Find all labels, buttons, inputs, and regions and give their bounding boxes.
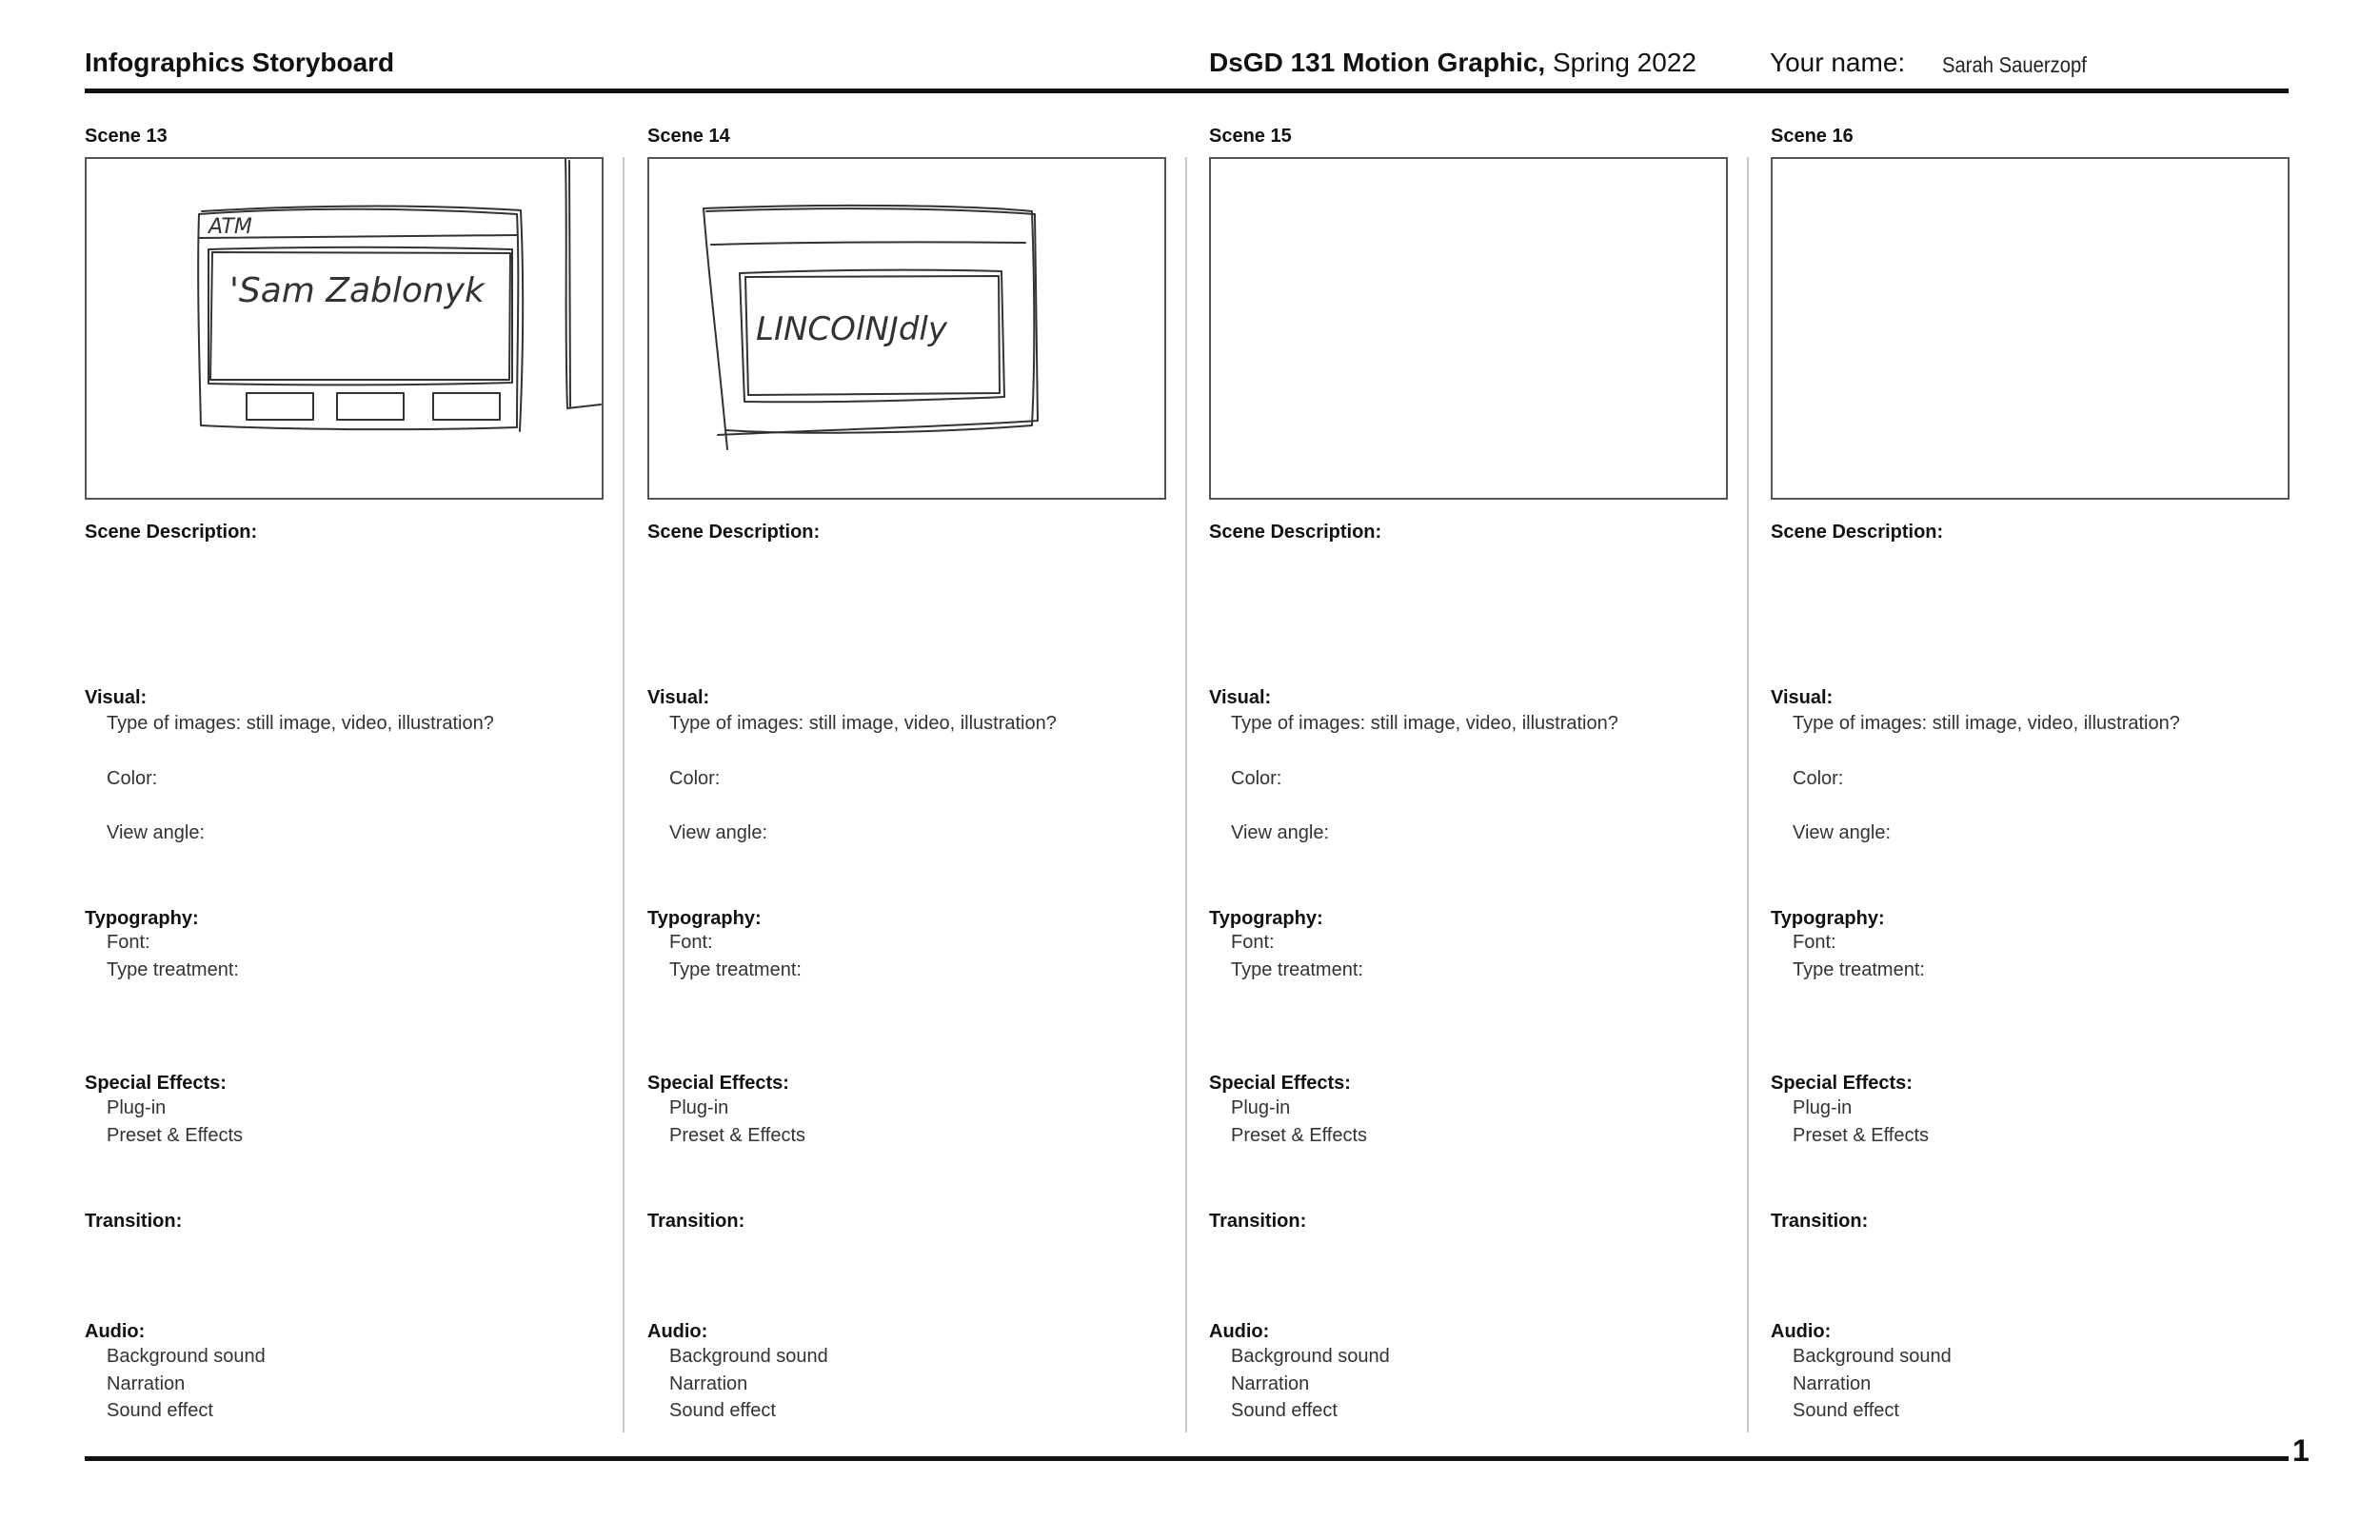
special-effects-label: Special Effects:: [1771, 1073, 1913, 1094]
sketch-screen-text: LINCOlNJdly: [756, 310, 947, 348]
view-angle-item: View angle:: [107, 822, 206, 843]
footer-rule: [85, 1456, 2289, 1461]
type-treatment-item: Type treatment:: [107, 959, 239, 980]
scene-frame: [1771, 157, 2290, 500]
background-sound-item: Background sound: [1793, 1346, 1952, 1367]
background-sound-item: Background sound: [669, 1346, 828, 1367]
scene-description-label: Scene Description:: [1209, 522, 1382, 543]
scene-description-label: Scene Description:: [85, 522, 258, 543]
column-divider: [1185, 157, 1187, 1432]
type-of-images-item: Type of images: still image, video, illustration?: [669, 713, 1057, 734]
header-rule: [85, 89, 2289, 93]
audio-label: Audio:: [647, 1321, 708, 1342]
scene-title: Scene 14: [647, 126, 730, 147]
type-treatment-item: Type treatment:: [1231, 959, 1363, 980]
narration-item: Narration: [669, 1373, 748, 1394]
type-of-images-item: Type of images: still image, video, illustration?: [1231, 713, 1618, 734]
scene-frame: [647, 157, 1166, 500]
sketch-screen-text: 'Sam Zablonyk: [229, 271, 485, 310]
visual-label: Visual:: [647, 687, 710, 708]
transition-label: Transition:: [647, 1211, 745, 1232]
plugin-item: Plug-in: [1231, 1097, 1291, 1118]
visual-label: Visual:: [85, 687, 148, 708]
type-of-images-item: Type of images: still image, video, illustration?: [1793, 713, 2180, 734]
view-angle-item: View angle:: [669, 822, 768, 843]
color-item: Color:: [107, 768, 158, 789]
background-sound-item: Background sound: [1231, 1346, 1390, 1367]
color-item: Color:: [1231, 768, 1282, 789]
preset-effects-item: Preset & Effects: [1231, 1125, 1368, 1146]
narration-item: Narration: [1231, 1373, 1310, 1394]
special-effects-label: Special Effects:: [85, 1073, 227, 1094]
scene-sketch: [87, 159, 602, 498]
sound-effect-item: Sound effect: [107, 1400, 213, 1421]
typography-label: Typography:: [1209, 908, 1323, 929]
scene-description-label: Scene Description:: [647, 522, 821, 543]
color-item: Color:: [669, 768, 721, 789]
font-item: Font:: [107, 932, 150, 953]
scene-column: [1209, 122, 1728, 1435]
typography-label: Typography:: [85, 908, 199, 929]
typography-label: Typography:: [647, 908, 762, 929]
narration-item: Narration: [1793, 1373, 1872, 1394]
plugin-item: Plug-in: [669, 1097, 729, 1118]
scene-description-label: Scene Description:: [1771, 522, 1944, 543]
scene-column: [85, 122, 604, 1435]
visual-label: Visual:: [1209, 687, 1272, 708]
view-angle-item: View angle:: [1793, 822, 1892, 843]
scene-title: Scene 15: [1209, 126, 1292, 147]
type-treatment-item: Type treatment:: [1793, 959, 1925, 980]
narration-item: Narration: [107, 1373, 186, 1394]
special-effects-label: Special Effects:: [1209, 1073, 1351, 1094]
audio-label: Audio:: [85, 1321, 146, 1342]
font-item: Font:: [669, 932, 713, 953]
scene-frame: [1209, 157, 1728, 500]
special-effects-label: Special Effects:: [647, 1073, 789, 1094]
column-divider: [1747, 157, 1749, 1432]
sketch-corner-text: ATM: [208, 215, 252, 239]
scene-title: Scene 16: [1771, 126, 1854, 147]
storyboard-title: Infographics Storyboard: [85, 48, 395, 77]
view-angle-item: View angle:: [1231, 822, 1330, 843]
preset-effects-item: Preset & Effects: [107, 1125, 244, 1146]
course-term: Spring 2022: [1552, 48, 1696, 77]
font-item: Font:: [1793, 932, 1836, 953]
type-of-images-item: Type of images: still image, video, illustration?: [107, 713, 494, 734]
transition-label: Transition:: [85, 1211, 183, 1232]
sound-effect-item: Sound effect: [1231, 1400, 1338, 1421]
plugin-item: Plug-in: [1793, 1097, 1853, 1118]
name-value: Sarah Sauerzopf: [1942, 52, 2087, 77]
type-treatment-item: Type treatment:: [669, 959, 802, 980]
transition-label: Transition:: [1771, 1211, 1869, 1232]
scene-column: [1771, 122, 2290, 1435]
transition-label: Transition:: [1209, 1211, 1307, 1232]
page-number: 1: [2292, 1433, 2310, 1468]
course-name: DsGD 131 Motion Graphic,: [1209, 48, 1546, 77]
scene-column: [647, 122, 1166, 1435]
scene-title: Scene 13: [85, 126, 168, 147]
sound-effect-item: Sound effect: [669, 1400, 776, 1421]
column-divider: [623, 157, 625, 1432]
sound-effect-item: Sound effect: [1793, 1400, 1899, 1421]
font-item: Font:: [1231, 932, 1275, 953]
visual-label: Visual:: [1771, 687, 1834, 708]
preset-effects-item: Preset & Effects: [1793, 1125, 1930, 1146]
name-label: Your name:: [1770, 48, 1906, 77]
course-title: [1209, 48, 1696, 78]
audio-label: Audio:: [1771, 1321, 1832, 1342]
scene-sketch: [649, 159, 1164, 498]
typography-label: Typography:: [1771, 908, 1885, 929]
audio-label: Audio:: [1209, 1321, 1270, 1342]
background-sound-item: Background sound: [107, 1346, 266, 1367]
plugin-item: Plug-in: [107, 1097, 167, 1118]
color-item: Color:: [1793, 768, 1844, 789]
preset-effects-item: Preset & Effects: [669, 1125, 806, 1146]
scene-frame: [85, 157, 604, 500]
